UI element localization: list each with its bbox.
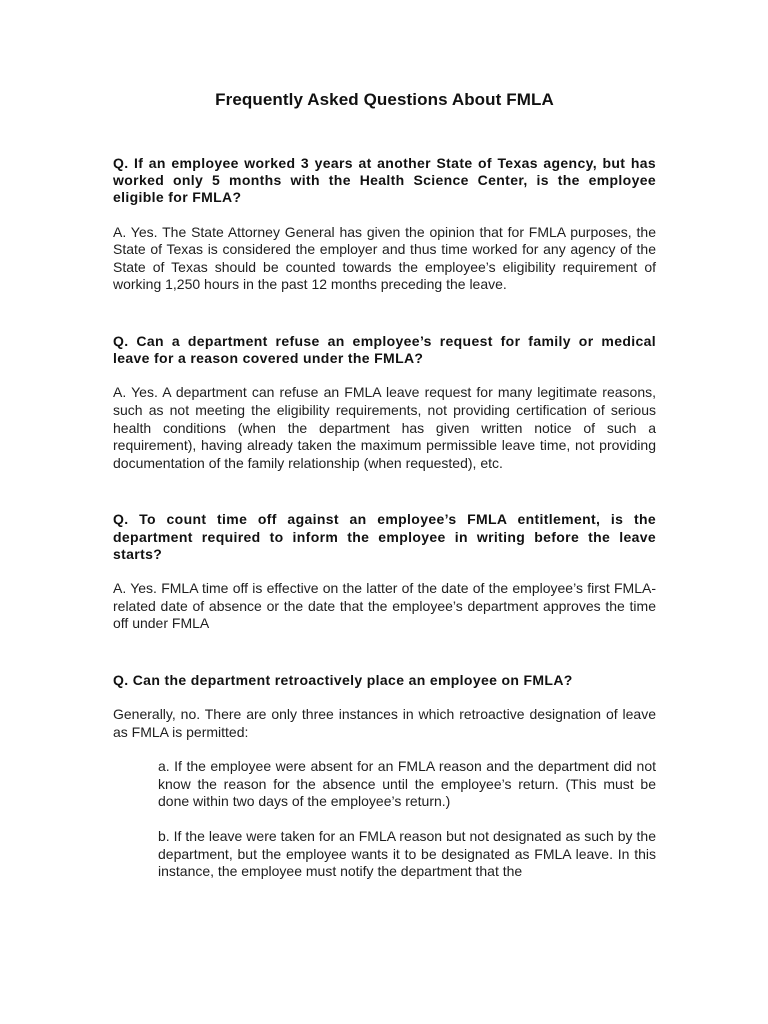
document-body — [113, 90, 656, 920]
faq-answer: A. Yes. A department can refuse an FMLA leave request for many legitimate reasons, such as not meeting the eligibility requirements, not providing certification of serious health conditions (when the department has given written notice of such a requirement), having already taken the maximum permissible leave time, not providing documentation of the family relationship (when requested), etc. — [113, 384, 656, 471]
faq-item-1 — [113, 155, 656, 294]
faq-question: Q. To count time off against an employee’s FMLA entitlement, is the department required to inform the employee in writing before the leave starts? — [113, 511, 656, 562]
faq-item-4 — [113, 672, 656, 881]
retroactive-instance-a: a. If the employee were absent for an FMLA reason and the department did not know the reason for the absence until the employee’s return. (This must be done within two days of the employee’s return.) — [158, 758, 656, 810]
faq-item-2 — [113, 333, 656, 472]
faq-answer: Generally, no. There are only three instances in which retroactive designation of leave as FMLA is permitted: — [113, 705, 656, 740]
faq-item-3 — [113, 511, 656, 632]
faq-question: Q. If an employee worked 3 years at another State of Texas agency, but has worked only 5 months with the Health Science Center, is the employee eligible for FMLA? — [113, 155, 656, 206]
faq-question: Q. Can a department refuse an employee’s request for family or medical leave for a reason covered under the FMLA? — [113, 332, 656, 367]
faq-question: Q. Can the department retroactively place an employee on FMLA? — [113, 671, 573, 688]
retroactive-instance-b: b. If the leave were taken for an FMLA reason but not designated as such by the department, but the employee wants it to be designated as FMLA leave. In this instance, the employee must notify the department that the — [158, 827, 656, 880]
retroactive-instances-list — [158, 758, 656, 881]
document-title: Frequently Asked Questions About FMLA — [215, 90, 554, 109]
faq-answer: A. Yes. The State Attorney General has given the opinion that for FMLA purposes, the State of Texas is considered the employer and thus time worked for any agency of the State of Texas should be counted towards the employee’s eligibility requirement of working 1,250 hours in the past 12 months preceding the leave. — [113, 223, 656, 293]
faq-answer: A. Yes. FMLA time off is effective on the latter of the date of the employee’s first FMLA-related date of absence or the date that the employee’s department approves the time off under FMLA — [113, 579, 656, 632]
